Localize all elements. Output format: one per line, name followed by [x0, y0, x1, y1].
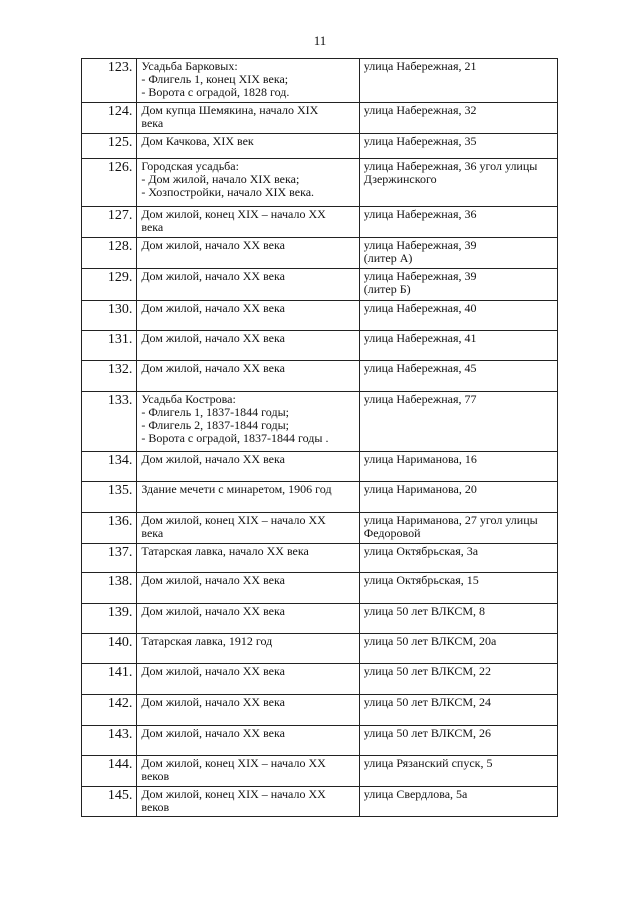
address-cell: [359, 604, 557, 634]
object-name-cell: [137, 301, 359, 331]
table-body: [82, 59, 558, 817]
object-name-line: Дом жилой, начало XX века: [141, 361, 285, 375]
table-row: [82, 513, 558, 544]
object-name-line: века: [141, 116, 164, 130]
address-line: (литер Б): [363, 282, 411, 296]
address-cell: [359, 159, 557, 207]
row-number: 136.: [82, 513, 137, 544]
object-name-cell: [137, 238, 359, 269]
address-line: улица 50 лет ВЛКСМ, 26: [363, 726, 491, 740]
address-cell: [359, 361, 557, 392]
object-name-line: веков: [141, 800, 170, 814]
address-cell: [359, 544, 557, 573]
object-name-cell: [137, 604, 359, 634]
object-name-cell: [137, 756, 359, 787]
object-name-cell: [137, 726, 359, 756]
object-name-cell: [137, 392, 359, 452]
row-number: 145.: [82, 787, 137, 817]
object-name-line: Дом жилой, начало XX века: [141, 726, 285, 740]
table-row: [82, 361, 558, 392]
row-number: 128.: [82, 238, 137, 269]
object-name-line: Дом жилой, конец XIX – начало XX: [141, 756, 326, 770]
address-line: Дзержинского: [363, 172, 437, 186]
row-number: 130.: [82, 301, 137, 331]
row-number: 135.: [82, 482, 137, 513]
object-name-line: Дом жилой, конец XIX – начало XX: [141, 513, 326, 527]
object-name-line: Дом жилой, начало XX века: [141, 604, 285, 618]
object-name-line: веков: [141, 769, 170, 783]
address-cell: [359, 695, 557, 726]
address-line: улица Набережная, 21: [363, 59, 477, 73]
table-row: [82, 756, 558, 787]
table-row: [82, 726, 558, 756]
address-cell: [359, 134, 557, 159]
row-number: 137.: [82, 544, 137, 573]
row-number: 124.: [82, 103, 137, 134]
table-row: [82, 544, 558, 573]
table-row: [82, 695, 558, 726]
table-row: [82, 634, 558, 664]
object-name-line: - Ворота с оградой, 1837-1844 годы .: [141, 431, 329, 445]
object-name-line: - Флигель 2, 1837-1844 годы;: [141, 418, 289, 432]
object-name-cell: [137, 695, 359, 726]
address-line: улица 50 лет ВЛКСМ, 22: [363, 664, 491, 678]
row-number: 126.: [82, 159, 137, 207]
table-row: [82, 482, 558, 513]
address-line: улица Набережная, 36 угол улицы: [363, 159, 538, 173]
table-row: [82, 573, 558, 604]
object-name-line: - Флигель 1, 1837-1844 годы;: [141, 405, 289, 419]
table-row: [82, 207, 558, 238]
object-name-line: Городская усадьба:: [141, 159, 239, 173]
row-number: 138.: [82, 573, 137, 604]
row-number: 127.: [82, 207, 137, 238]
address-line: улица Нариманова, 16: [363, 452, 477, 466]
object-name-cell: [137, 134, 359, 159]
object-name-cell: [137, 482, 359, 513]
address-cell: [359, 452, 557, 482]
object-name-line: Дом жилой, начало XX века: [141, 664, 285, 678]
table-row: [82, 392, 558, 452]
address-line: (литер А): [363, 251, 413, 265]
object-name-line: Дом жилой, конец XIX – начало XX: [141, 207, 326, 221]
row-number: 125.: [82, 134, 137, 159]
object-name-cell: [137, 573, 359, 604]
object-name-line: - Ворота с оградой, 1828 год.: [141, 85, 290, 99]
object-name-line: - Дом жилой, начало XIX века;: [141, 172, 300, 186]
address-line: улица Набережная, 39: [363, 238, 477, 252]
object-name-line: Усадьба Кострова:: [141, 392, 236, 406]
object-name-cell: [137, 787, 359, 817]
address-cell: [359, 513, 557, 544]
table-row: [82, 452, 558, 482]
object-name-line: века: [141, 220, 164, 234]
address-line: улица Набережная, 36: [363, 207, 477, 221]
address-cell: [359, 787, 557, 817]
table-row: [82, 103, 558, 134]
address-cell: [359, 756, 557, 787]
address-line: улица 50 лет ВЛКСМ, 8: [363, 604, 485, 618]
object-name-cell: [137, 103, 359, 134]
object-name-line: Дом жилой, начало XX века: [141, 301, 285, 315]
object-name-cell: [137, 269, 359, 301]
object-name-line: Усадьба Барковых:: [141, 59, 238, 73]
object-name-line: Дом жилой, начало XX века: [141, 452, 285, 466]
object-name-line: Татарская лавка, начало XX века: [141, 544, 309, 558]
object-name-line: Дом купца Шемякина, начало XIX: [141, 103, 319, 117]
table-row: [82, 159, 558, 207]
object-name-cell: [137, 544, 359, 573]
address-cell: [359, 269, 557, 301]
table-row: [82, 59, 558, 103]
row-number: 123.: [82, 59, 137, 103]
address-cell: [359, 392, 557, 452]
address-line: улица Набережная, 32: [363, 103, 477, 117]
address-line: улица 50 лет ВЛКСМ, 24: [363, 695, 491, 709]
row-number: 139.: [82, 604, 137, 634]
address-line: Федоровой: [363, 526, 421, 540]
table-row: [82, 269, 558, 301]
address-cell: [359, 301, 557, 331]
address-line: улица Рязанский спуск, 5: [363, 756, 493, 770]
address-line: улица Нариманова, 20: [363, 482, 477, 496]
table-row: [82, 787, 558, 817]
object-name-line: - Хозпостройки, начало XIX века.: [141, 185, 315, 199]
address-cell: [359, 103, 557, 134]
address-cell: [359, 207, 557, 238]
address-line: улица Октябрьская, 15: [363, 573, 479, 587]
object-name-line: Татарская лавка, 1912 год: [141, 634, 273, 648]
row-number: 129.: [82, 269, 137, 301]
object-name-line: Дом Качкова, XIX век: [141, 134, 254, 148]
object-name-cell: [137, 664, 359, 695]
address-line: улица Октябрьская, 3а: [363, 544, 479, 558]
object-name-line: Дом жилой, начало XX века: [141, 269, 285, 283]
table-row: [82, 604, 558, 634]
table-row: [82, 331, 558, 361]
address-line: улица Нариманова, 27 угол улицы: [363, 513, 538, 527]
object-name-cell: [137, 59, 359, 103]
table-row: [82, 664, 558, 695]
object-name-line: Дом жилой, конец XIX – начало XX: [141, 787, 326, 801]
object-name-line: Дом жилой, начало XX века: [141, 331, 285, 345]
row-number: 141.: [82, 664, 137, 695]
address-line: улица Набережная, 77: [363, 392, 477, 406]
object-name-cell: [137, 159, 359, 207]
heritage-registry-table: [81, 58, 558, 817]
address-cell: [359, 726, 557, 756]
address-cell: [359, 238, 557, 269]
table-row: [82, 301, 558, 331]
address-line: улица 50 лет ВЛКСМ, 20а: [363, 634, 497, 648]
object-name-line: века: [141, 526, 164, 540]
row-number: 143.: [82, 726, 137, 756]
row-number: 134.: [82, 452, 137, 482]
object-name-line: Здание мечети с минаретом, 1906 год: [141, 482, 332, 496]
object-name-cell: [137, 513, 359, 544]
object-name-cell: [137, 207, 359, 238]
object-name-line: Дом жилой, начало XX века: [141, 573, 285, 587]
row-number: 142.: [82, 695, 137, 726]
row-number: 144.: [82, 756, 137, 787]
address-cell: [359, 634, 557, 664]
page-number: 11: [313, 33, 327, 48]
object-name-cell: [137, 331, 359, 361]
row-number: 131.: [82, 331, 137, 361]
address-cell: [359, 59, 557, 103]
address-line: улица Набережная, 41: [363, 331, 477, 345]
address-line: улица Набережная, 40: [363, 301, 477, 315]
address-line: улица Свердлова, 5а: [363, 787, 468, 801]
table-row: [82, 238, 558, 269]
address-line: улица Набережная, 45: [363, 361, 477, 375]
row-number: 133.: [82, 392, 137, 452]
object-name-line: Дом жилой, начало XX века: [141, 695, 285, 709]
object-name-line: Дом жилой, начало XX века: [141, 238, 285, 252]
address-line: улица Набережная, 39: [363, 269, 477, 283]
address-cell: [359, 482, 557, 513]
address-cell: [359, 664, 557, 695]
object-name-cell: [137, 452, 359, 482]
row-number: 140.: [82, 634, 137, 664]
table-row: [82, 134, 558, 159]
address-line: улица Набережная, 35: [363, 134, 477, 148]
object-name-line: - Флигель 1, конец XIX века;: [141, 72, 289, 86]
row-number: 132.: [82, 361, 137, 392]
address-cell: [359, 573, 557, 604]
address-cell: [359, 331, 557, 361]
object-name-cell: [137, 634, 359, 664]
object-name-cell: [137, 361, 359, 392]
